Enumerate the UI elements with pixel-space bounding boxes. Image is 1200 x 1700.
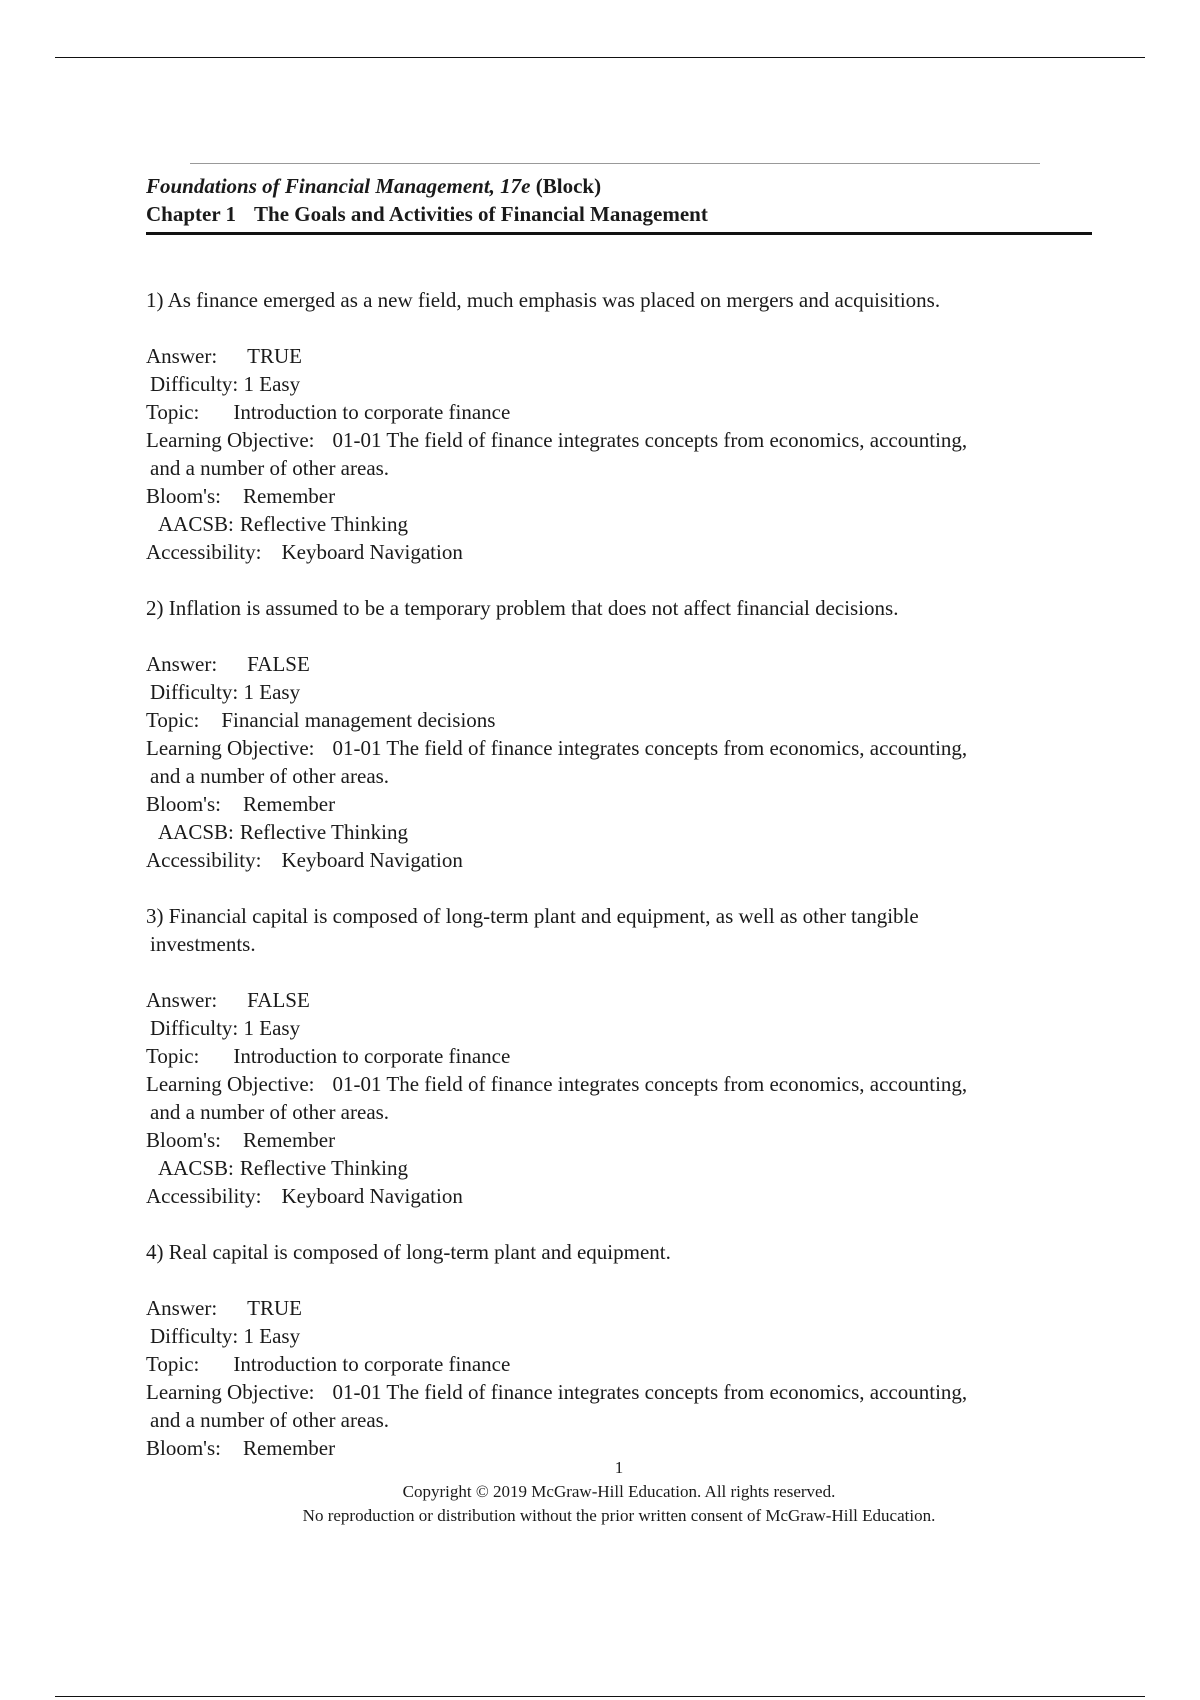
question-text: 4) Real capital is composed of long-term plant and equipment. bbox=[146, 1240, 671, 1264]
blooms-value: Remember bbox=[242, 484, 336, 508]
aacsb-row: AACSB: Reflective Thinking bbox=[158, 512, 409, 536]
accessibility-value: Keyboard Navigation bbox=[281, 1184, 463, 1208]
blooms-row: Bloom's: Remember bbox=[146, 1128, 336, 1152]
topic-row: Topic: Introduction to corporate finance bbox=[146, 1352, 511, 1376]
page-number: 1 bbox=[614, 1458, 624, 1477]
aacsb-value: Reflective Thinking bbox=[239, 512, 409, 536]
page-top-border bbox=[55, 57, 1145, 58]
question-metadata bbox=[146, 342, 1092, 566]
header-divider bbox=[190, 163, 1040, 164]
learning-objective-continuation: and a number of other areas. bbox=[150, 764, 390, 788]
learning-objective-continuation: and a number of other areas. bbox=[150, 1408, 390, 1432]
question-text: 3) Financial capital is composed of long-term plant and equipment, as well as other tangible investments. bbox=[146, 904, 919, 956]
accessibility-value: Keyboard Navigation bbox=[281, 848, 463, 872]
book-title-italic: Foundations of Financial Management, 17e bbox=[146, 174, 531, 198]
blooms-row: Bloom's: Remember bbox=[146, 792, 336, 816]
aacsb-value: Reflective Thinking bbox=[239, 820, 409, 844]
learning-objective-value: 01-01 The field of finance integrates concepts from economics, accounting, bbox=[332, 1380, 968, 1404]
difficulty-value: 1 Easy bbox=[243, 680, 301, 704]
answer-value: FALSE bbox=[247, 652, 310, 676]
difficulty-row: Difficulty: 1 Easy bbox=[150, 372, 301, 396]
question-item bbox=[146, 594, 1092, 874]
question-text: 2) Inflation is assumed to be a temporary problem that does not affect financial decisions. bbox=[146, 596, 899, 620]
accessibility-row: Accessibility: Keyboard Navigation bbox=[146, 848, 463, 872]
accessibility-row: Accessibility: Keyboard Navigation bbox=[146, 540, 463, 564]
difficulty-row: Difficulty: 1 Easy bbox=[150, 1324, 301, 1348]
topic-row: Topic: Financial management decisions bbox=[146, 708, 496, 732]
topic-value: Introduction to corporate finance bbox=[233, 1044, 511, 1068]
question-item bbox=[146, 286, 1092, 566]
answer-row: Answer: TRUE bbox=[146, 344, 302, 368]
page-bottom-border bbox=[55, 1696, 1145, 1697]
question-item bbox=[146, 902, 1092, 1210]
learning-objective-value: 01-01 The field of finance integrates concepts from economics, accounting, bbox=[332, 1072, 968, 1096]
blooms-row: Bloom's: Remember bbox=[146, 484, 336, 508]
difficulty-row: Difficulty: 1 Easy bbox=[150, 680, 301, 704]
book-title bbox=[146, 172, 1092, 200]
chapter-title: The Goals and Activities of Financial Management bbox=[254, 202, 708, 226]
topic-value: Introduction to corporate finance bbox=[233, 400, 511, 424]
blooms-row: Bloom's: Remember bbox=[146, 1436, 336, 1460]
chapter-heading bbox=[146, 200, 1092, 235]
answer-value: TRUE bbox=[247, 1296, 302, 1320]
difficulty-value: 1 Easy bbox=[243, 1016, 301, 1040]
blooms-value: Remember bbox=[242, 1128, 336, 1152]
topic-value: Introduction to corporate finance bbox=[233, 1352, 511, 1376]
questions-list bbox=[146, 286, 1092, 1490]
reproduction-notice: No reproduction or distribution without the prior written consent of McGraw-Hill Education. bbox=[302, 1506, 936, 1525]
difficulty-value: 1 Easy bbox=[243, 372, 301, 396]
blooms-value: Remember bbox=[242, 1436, 336, 1460]
question-text: 1) As finance emerged as a new field, much emphasis was placed on mergers and acquisitions. bbox=[146, 288, 941, 312]
learning-objective-row: Learning Objective: 01-01 The field of finance integrates concepts from economics, accounting, bbox=[146, 736, 968, 760]
learning-objective-value: 01-01 The field of finance integrates concepts from economics, accounting, bbox=[332, 736, 968, 760]
accessibility-value: Keyboard Navigation bbox=[281, 540, 463, 564]
topic-row: Topic: Introduction to corporate finance bbox=[146, 400, 511, 424]
learning-objective-row: Learning Objective: 01-01 The field of finance integrates concepts from economics, accounting, bbox=[146, 1072, 968, 1096]
difficulty-value: 1 Easy bbox=[243, 1324, 301, 1348]
book-title-suffix: (Block) bbox=[530, 174, 602, 198]
question-metadata bbox=[146, 986, 1092, 1210]
accessibility-row: Accessibility: Keyboard Navigation bbox=[146, 1184, 463, 1208]
learning-objective-continuation: and a number of other areas. bbox=[150, 1100, 390, 1124]
aacsb-row: AACSB: Reflective Thinking bbox=[158, 820, 409, 844]
topic-value: Financial management decisions bbox=[221, 708, 496, 732]
question-item bbox=[146, 1238, 1092, 1462]
answer-row: Answer: FALSE bbox=[146, 652, 310, 676]
chapter-number: Chapter 1 bbox=[146, 202, 237, 226]
page-footer bbox=[146, 1456, 1092, 1528]
difficulty-row: Difficulty: 1 Easy bbox=[150, 1016, 301, 1040]
question-metadata bbox=[146, 1294, 1092, 1462]
aacsb-value: Reflective Thinking bbox=[239, 1156, 409, 1180]
aacsb-row: AACSB: Reflective Thinking bbox=[158, 1156, 409, 1180]
answer-value: FALSE bbox=[247, 988, 310, 1012]
learning-objective-value: 01-01 The field of finance integrates concepts from economics, accounting, bbox=[332, 428, 968, 452]
topic-row: Topic: Introduction to corporate finance bbox=[146, 1044, 511, 1068]
learning-objective-continuation: and a number of other areas. bbox=[150, 456, 390, 480]
document-header bbox=[146, 172, 1092, 235]
blooms-value: Remember bbox=[242, 792, 336, 816]
learning-objective-row: Learning Objective: 01-01 The field of finance integrates concepts from economics, accounting, bbox=[146, 428, 968, 452]
answer-row: Answer: TRUE bbox=[146, 1296, 302, 1320]
copyright-line: Copyright © 2019 McGraw-Hill Education. All rights reserved. bbox=[402, 1482, 836, 1501]
question-metadata bbox=[146, 650, 1092, 874]
answer-value: TRUE bbox=[247, 344, 302, 368]
answer-row: Answer: FALSE bbox=[146, 988, 310, 1012]
learning-objective-row: Learning Objective: 01-01 The field of finance integrates concepts from economics, accounting, bbox=[146, 1380, 968, 1404]
